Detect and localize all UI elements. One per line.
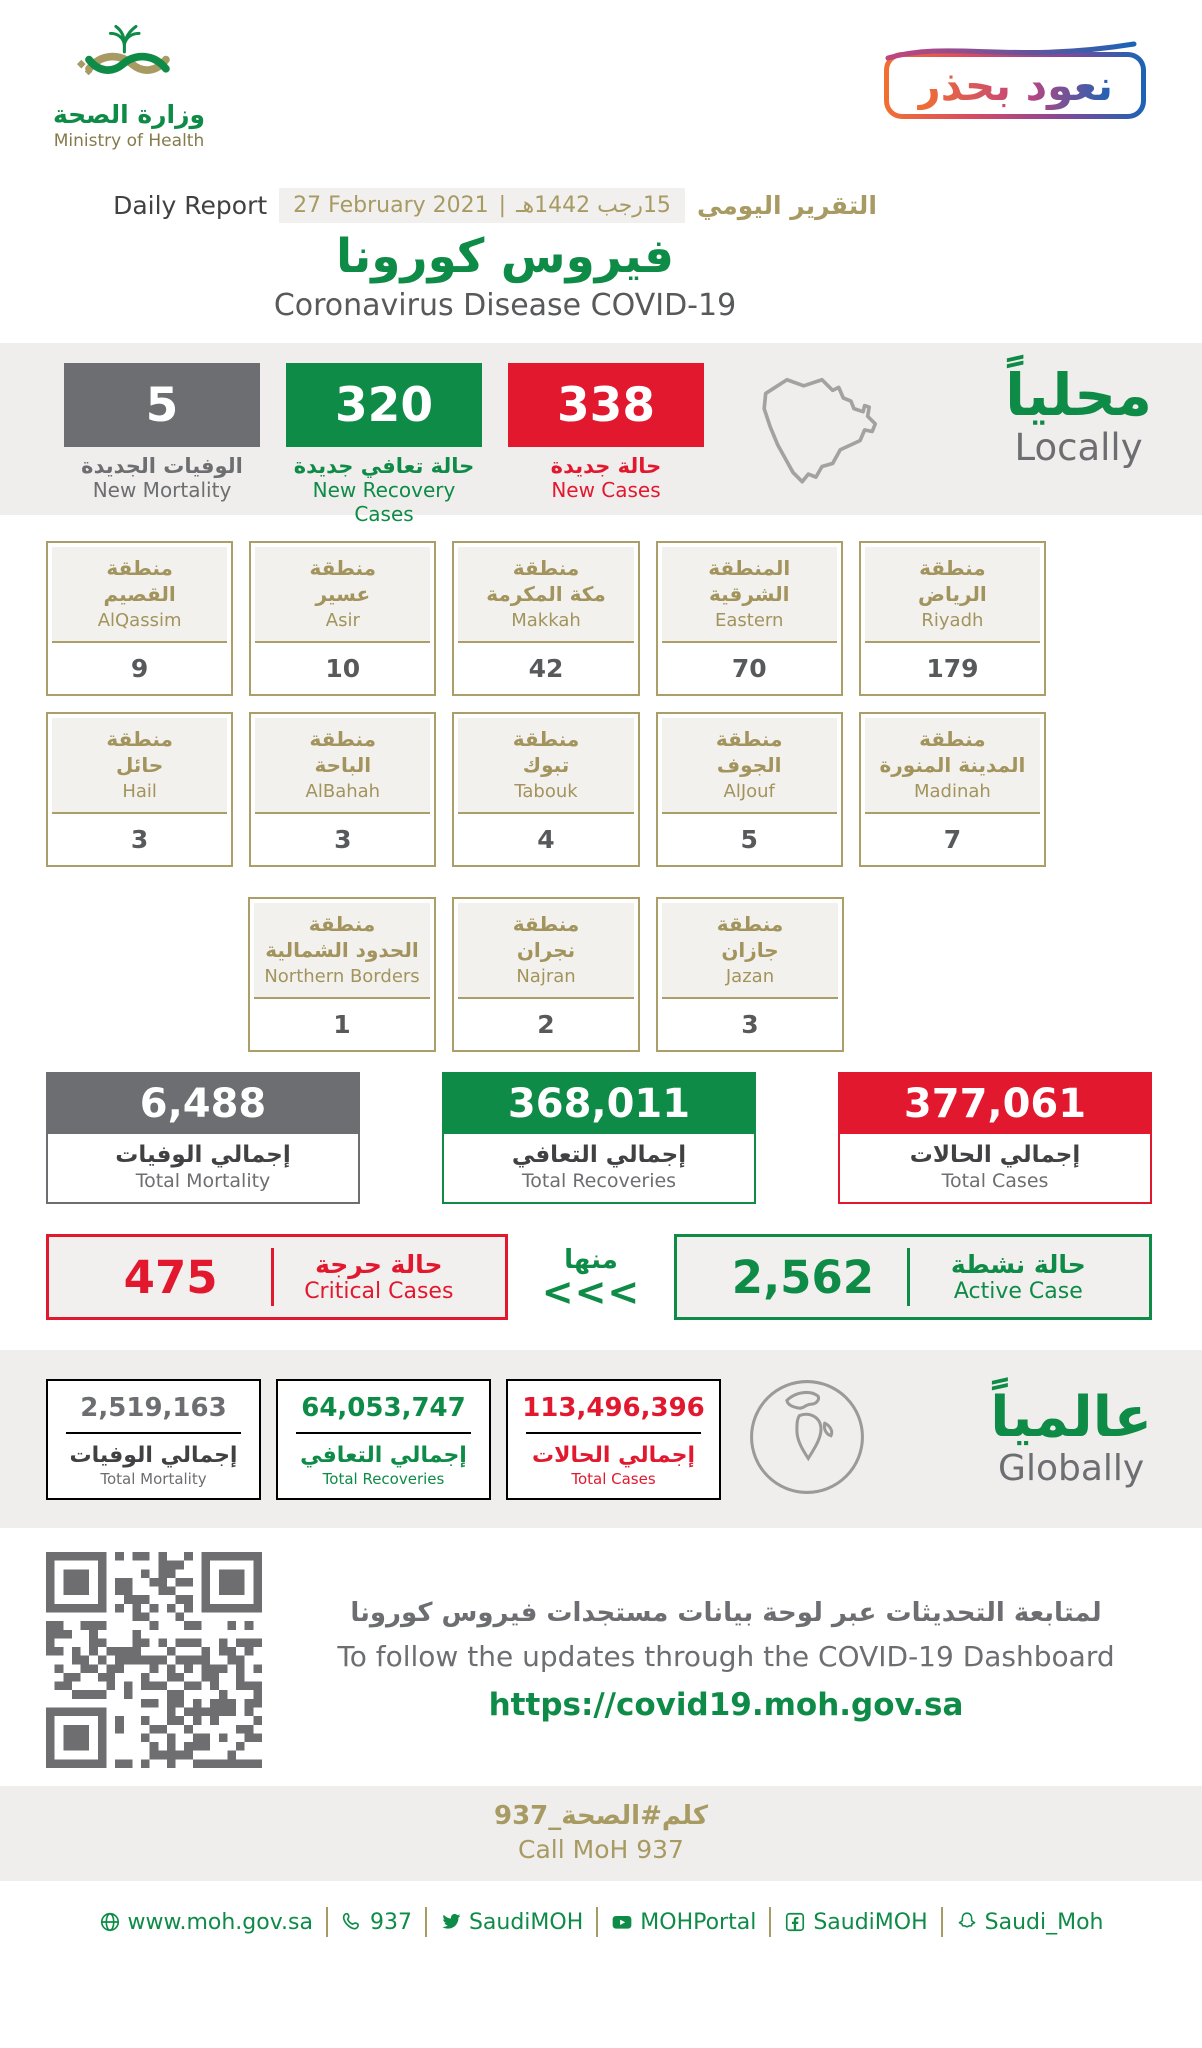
footer-link-text: www.moh.gov.sa — [127, 1909, 313, 1935]
total-recoveries-label-ar: إجمالي التعافي — [511, 1142, 687, 1168]
critical-active-row — [46, 1234, 1152, 1320]
call-moh-band — [0, 1786, 1202, 1881]
region-card-asir — [249, 541, 436, 696]
moh-logo — [44, 18, 214, 151]
region-name-ar: حائل — [115, 753, 164, 777]
region-prefix-ar: منطقة — [106, 556, 173, 580]
return-with-caution-badge — [884, 52, 1146, 119]
footer-separator — [596, 1907, 598, 1937]
total-recoveries-value: 368,011 — [444, 1074, 754, 1134]
footer-link-text: SaudiMOH — [468, 1909, 584, 1935]
critical-cases-label-ar: حالة حرجة — [315, 1250, 443, 1279]
critical-cases-label-en: Critical Cases — [304, 1279, 454, 1304]
region-value: 1 — [333, 1010, 351, 1039]
date-gregorian: 27 February 2021 — [293, 193, 489, 218]
locally-heading — [1005, 363, 1152, 469]
global-cases-box — [506, 1379, 721, 1500]
footer-separator — [326, 1907, 328, 1937]
active-cases-label-en: Active Case — [953, 1279, 1083, 1304]
daily-report-label-ar: التقرير اليومي — [696, 191, 877, 220]
region-card-tabouk — [452, 712, 639, 867]
dashboard-note-ar: لمتابعة التحديثات عبر لوحة بيانات مستجدات فيروس كورونا — [350, 1597, 1102, 1628]
region-prefix-ar: منطقة — [919, 727, 986, 751]
locally-heading-en: Locally — [1014, 425, 1143, 469]
region-name-ar: جازان — [721, 938, 779, 962]
youtube-icon — [611, 1911, 633, 1933]
region-card-riyadh — [859, 541, 1046, 696]
global-recoveries-value: 64,053,747 — [301, 1392, 466, 1423]
region-prefix-ar: منطقة — [512, 556, 580, 580]
total-mortality-label-en: Total Mortality — [135, 1170, 271, 1192]
new-recoveries-label-ar: حالة تعافي جديدة — [293, 454, 475, 478]
globe-icon — [744, 1374, 870, 1504]
total-mortality-value: 6,488 — [48, 1074, 358, 1134]
horizontal-divider — [296, 1432, 471, 1434]
region-name-en: AlJouf — [723, 781, 775, 802]
region-card-makkah — [452, 541, 639, 696]
footer-separator — [769, 1907, 771, 1937]
region-name-en: Makkah — [511, 610, 581, 631]
saudi-map-outline-icon — [738, 363, 906, 507]
dashboard-note-en: To follow the updates through the COVID-19 Dashboard — [337, 1639, 1115, 1673]
logo-title-arabic: وزارة الصحة — [52, 100, 206, 129]
horizontal-divider — [526, 1432, 701, 1434]
region-name-ar: القصيم — [103, 582, 176, 606]
region-name-ar: الشرقية — [708, 582, 790, 606]
footer-link-phone[interactable] — [341, 1910, 412, 1935]
locally-section — [0, 343, 1202, 526]
global-mortality-value: 2,519,163 — [80, 1392, 227, 1423]
region-card-aljouf — [656, 712, 843, 867]
qr-code — [46, 1552, 262, 1768]
left-arrows-icon: <<< — [541, 1269, 641, 1314]
regions-row-3 — [46, 897, 1046, 1052]
region-name-en: Madinah — [913, 781, 991, 802]
region-name-ar: عسير — [315, 582, 371, 606]
region-prefix-ar: منطقة — [308, 912, 376, 936]
date-separator: | — [498, 193, 507, 218]
region-value: 9 — [130, 654, 149, 683]
region-prefix-ar: منطقة — [512, 912, 580, 936]
region-name-en: Northern Borders — [264, 966, 420, 987]
global-mortality-label-ar: إجمالي الوفيات — [69, 1442, 238, 1468]
new-recoveries-stat — [286, 363, 482, 526]
region-value: 3 — [130, 825, 149, 854]
active-cases-label-ar: حالة نشطة — [950, 1250, 1086, 1279]
new-cases-label-ar: حالة جديدة — [550, 454, 662, 478]
new-recoveries-label-en: New Recovery Cases — [312, 478, 456, 526]
region-card-hail — [46, 712, 233, 867]
region-prefix-ar: منطقة — [716, 912, 784, 936]
region-card-albahah — [249, 712, 436, 867]
footer-separator — [425, 1907, 427, 1937]
total-recoveries-box — [442, 1072, 756, 1204]
region-name-en: Tabouk — [514, 781, 578, 802]
total-mortality-box — [46, 1072, 360, 1204]
region-name-en: AlQassim — [97, 610, 182, 631]
region-name-ar: الرياض — [918, 582, 987, 606]
region-value: 42 — [528, 654, 564, 683]
active-cases-box — [674, 1234, 1152, 1320]
footer-link-facebook[interactable] — [784, 1910, 927, 1935]
new-mortality-value: 5 — [64, 363, 260, 447]
globally-heading-en: Globally — [998, 1447, 1145, 1489]
region-name-en: Eastern — [715, 610, 784, 631]
of-which-indicator — [508, 1244, 674, 1314]
region-value: 7 — [943, 825, 962, 854]
global-recoveries-box — [276, 1379, 491, 1500]
regions-row-1 — [46, 541, 1046, 696]
critical-cases-box — [46, 1234, 508, 1320]
region-value: 3 — [334, 825, 352, 854]
date-box — [279, 188, 685, 223]
global-recoveries-label-ar: إجمالي التعافي — [300, 1442, 467, 1468]
region-value: 3 — [741, 1010, 759, 1039]
global-cases-label-en: Total Cases — [571, 1469, 656, 1488]
new-recoveries-value: 320 — [286, 363, 482, 447]
totals-row — [46, 1072, 1152, 1204]
region-name-ar: المدينة المنورة — [879, 753, 1026, 777]
region-name-en: Najran — [516, 966, 576, 987]
total-cases-label-en: Total Cases — [941, 1170, 1049, 1192]
region-name-ar: تبوك — [522, 753, 570, 777]
badge-label: نعود بحذر — [916, 61, 1113, 110]
region-card-eastern — [656, 541, 843, 696]
critical-cases-value: 475 — [123, 1250, 218, 1304]
of-which-label-ar: منها — [564, 1244, 618, 1275]
region-value: 10 — [325, 654, 361, 683]
page-title-arabic: فيروس كورونا — [336, 229, 674, 284]
total-recoveries-label-en: Total Recoveries — [521, 1170, 677, 1192]
region-name-ar: مكة المكرمة — [486, 582, 606, 606]
region-value: 179 — [926, 654, 979, 683]
new-mortality-stat — [64, 363, 260, 502]
header — [0, 0, 1202, 186]
region-name-ar: الحدود الشمالية — [265, 938, 419, 962]
region-value: 5 — [740, 825, 758, 854]
region-card-madinah — [859, 712, 1046, 867]
total-cases-box — [838, 1072, 1152, 1204]
footer-link-twitter[interactable] — [440, 1910, 583, 1935]
region-card-northern-borders — [248, 897, 436, 1052]
footer-separator — [941, 1907, 943, 1937]
dashboard-section — [46, 1552, 1152, 1768]
total-cases-value: 377,061 — [840, 1074, 1150, 1134]
badge-border — [884, 52, 1146, 119]
region-name-en: Asir — [325, 610, 360, 631]
locally-heading-ar: محلياً — [1005, 361, 1152, 429]
footer-contacts — [0, 1881, 1202, 1963]
region-value: 70 — [731, 654, 767, 683]
region-prefix-ar: منطقة — [919, 556, 986, 580]
horizontal-divider — [66, 1432, 241, 1434]
region-card-jazan — [656, 897, 844, 1052]
globally-heading-ar: عالمياً — [990, 1385, 1152, 1451]
badge-inner — [889, 57, 1141, 114]
new-mortality-label-en: New Mortality — [92, 478, 232, 502]
phone-icon — [341, 1911, 363, 1933]
facebook-icon — [784, 1911, 806, 1933]
region-prefix-ar: منطقة — [715, 727, 783, 751]
region-prefix-ar: منطقة — [309, 556, 377, 580]
total-cases-label-ar: إجمالي الحالات — [909, 1142, 1081, 1168]
date-hijri: 15رجب 1442هـ — [516, 193, 671, 218]
new-cases-stat — [508, 363, 704, 502]
snapchat-icon — [956, 1911, 978, 1933]
footer-link-website[interactable] — [99, 1910, 313, 1935]
new-mortality-label-ar: الوفيات الجديدة — [81, 454, 243, 478]
active-cases-value: 2,562 — [731, 1250, 875, 1304]
globally-heading — [990, 1385, 1152, 1489]
daily-report-label-en: Daily Report — [113, 191, 268, 220]
region-name-en: Riyadh — [921, 610, 984, 631]
new-cases-label-en: New Cases — [551, 478, 661, 502]
call-moh-label-ar: كلم#الصحة_937 — [494, 1801, 708, 1831]
footer-link-text: SaudiMOH — [813, 1909, 928, 1935]
global-cases-value: 113,496,396 — [522, 1392, 705, 1423]
footer-link-snapchat[interactable] — [956, 1910, 1104, 1935]
region-name-ar: الجوف — [716, 753, 782, 777]
regions-grid — [46, 541, 1046, 1052]
global-recoveries-label-en: Total Recoveries — [322, 1469, 445, 1488]
region-prefix-ar: منطقة — [106, 727, 173, 751]
logo-title-english: Ministry of Health — [53, 131, 205, 151]
footer-link-text: 937 — [369, 1909, 412, 1935]
global-cases-label-ar: إجمالي الحالات — [532, 1442, 695, 1468]
new-cases-value: 338 — [508, 363, 704, 447]
total-mortality-label-ar: إجمالي الوفيات — [115, 1142, 291, 1168]
call-moh-label-en: Call MoH 937 — [518, 1835, 684, 1864]
region-prefix-ar: المنطقة — [708, 556, 791, 580]
region-name-en: AlBahah — [305, 781, 381, 802]
globally-section — [0, 1350, 1202, 1528]
twitter-icon — [440, 1911, 462, 1933]
region-value: 2 — [537, 1010, 555, 1039]
region-value: 4 — [537, 825, 555, 854]
footer-link-text: MOHPortal — [640, 1909, 757, 1935]
region-card-najran — [452, 897, 640, 1052]
moh-logo-icon — [54, 18, 204, 98]
region-name-en: Jazan — [725, 966, 775, 987]
region-card-alqassim — [46, 541, 233, 696]
footer-link-youtube[interactable] — [611, 1910, 756, 1935]
region-name-ar: نجران — [516, 938, 576, 962]
global-mortality-box — [46, 1379, 261, 1500]
date-row — [113, 188, 877, 223]
page-title-english: Coronavirus Disease COVID-19 — [273, 288, 737, 323]
footer-link-text: Saudi_Moh — [984, 1909, 1104, 1935]
globe-icon — [99, 1911, 121, 1933]
region-name-en: Hail — [122, 781, 157, 802]
global-mortality-label-en: Total Mortality — [100, 1469, 207, 1488]
region-prefix-ar: منطقة — [512, 727, 580, 751]
region-prefix-ar: منطقة — [309, 727, 377, 751]
region-name-ar: الباحة — [314, 753, 372, 777]
regions-row-2 — [46, 712, 1046, 867]
dashboard-url-link[interactable]: https://covid19.moh.gov.sa — [488, 1686, 964, 1723]
